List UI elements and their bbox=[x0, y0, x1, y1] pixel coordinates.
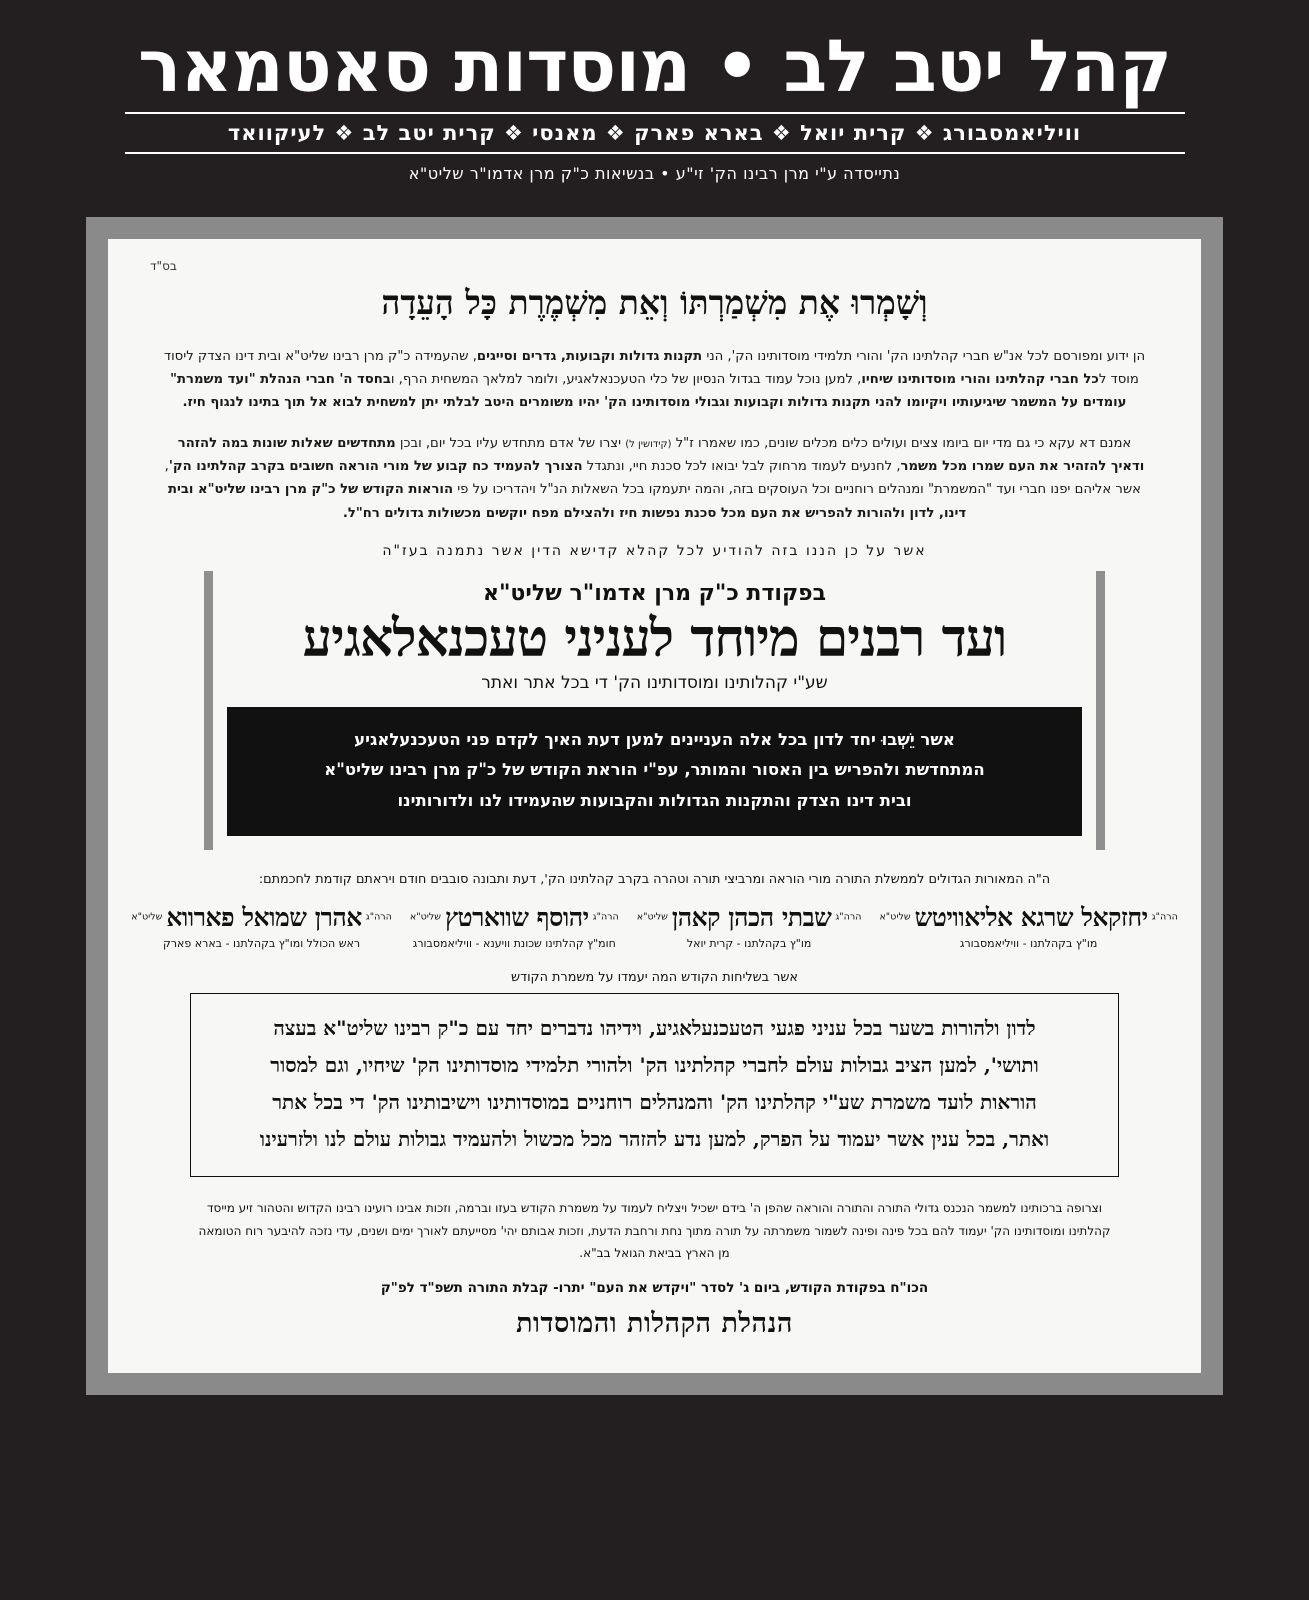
rabbi-suffix: שליט"א bbox=[636, 912, 668, 924]
mission-box bbox=[190, 993, 1119, 1177]
signature-name: הנהלת הקהלות והמוסדות bbox=[516, 1307, 793, 1339]
rabbis-list bbox=[131, 903, 1178, 951]
para2-bold-1: מתחדשים שאלות שונות במה להזהר ודאיך להזהיר את העם שמרו מכל משמר bbox=[177, 436, 1145, 475]
list-item bbox=[637, 903, 862, 950]
masthead-title: קהל יטב לב • מוסדות סאטמאר bbox=[138, 24, 1171, 108]
rabbi-name-row bbox=[410, 903, 619, 933]
vaad-purpose-line-1: אשר יֵשְׁבוּ יחד לדון בכל אלה העניינים למען דעת האיך לקדם פני הטעכנעלאגיע bbox=[354, 729, 955, 749]
bsd-mark: בס"ד bbox=[150, 259, 177, 273]
masthead-divider-bottom bbox=[125, 152, 1185, 154]
rabbis-intro: ה"ה המאורות הגדולים לממשלת התורה מורי הוראה ומרביצי תורה וטהרה בקרב קהלתינו הק', דעת ותבונה סובבים חודם ויראתם קודמת לחכמתם: bbox=[258, 872, 1051, 888]
paragraph-one bbox=[160, 345, 1149, 414]
para2-citation: (קידושין ל) bbox=[625, 439, 672, 451]
masthead bbox=[0, 0, 1309, 195]
para1-mid: , שהעמידה כ"ק מרן רבינו שליט"א ובית דינו הצדק ליסוד מוסד ל bbox=[163, 349, 1139, 388]
para2-bold-2: הצורך להעמיד כח קבוע של מורי הוראה חשובים בקרב קהלתינו הק' bbox=[168, 459, 583, 475]
para2-pre: אמנם דא עקא כי גם מדי יום ביומו צצים ועולים כלים מכלים שונים, כמו שאמרו ז"ל bbox=[671, 436, 1132, 452]
poster-frame bbox=[86, 217, 1223, 1395]
paragraph-two bbox=[160, 432, 1149, 524]
list-item bbox=[410, 903, 619, 950]
rabbi-prefix: הרה"ג bbox=[1151, 912, 1178, 924]
list-item bbox=[879, 903, 1177, 950]
rabbi-suffix: שליט"א bbox=[879, 912, 911, 924]
rabbi-suffix: שליט"א bbox=[131, 912, 163, 924]
para2-mid-3: , אשר אליהם יפנו חברי ועד "המשמרת" ומנהלים רוחניים וכל העוסקים בזה, והמה יתעמקו בכל השאלות הנ"ל ויהדריכו על פי bbox=[164, 459, 1141, 498]
mission-line-2: ותושי', למען הציב גבולות עולם לחברי קהלתינו הק' ולהורי תלמידי מוסדותינו הק' שיחיו, וגם למסור bbox=[270, 1053, 1039, 1078]
para2-mid: יצרו של אדם מתחדש עליו בכל יום, ובכן bbox=[395, 436, 626, 452]
poster-body bbox=[108, 239, 1201, 1373]
rabbi-name: יהוסף שווארטץ bbox=[445, 903, 589, 933]
vaad-authority-line: בפקודת כ"ק מרן אדמו"ר שליט"א bbox=[482, 580, 827, 606]
rabbi-suffix: שליט"א bbox=[409, 912, 441, 924]
para1-bold-1: תקנות גדולות וקבועות, גדרים וסייגים bbox=[476, 349, 703, 364]
rabbi-role: חומ"ץ קהלתינו שכונת וויענא - וויליאמסבורג bbox=[412, 937, 616, 951]
rabbi-name-row bbox=[131, 903, 392, 933]
rabbi-name: יחזקאל שרגא אליאוויטש bbox=[914, 903, 1148, 933]
mission-line-1: לדון ולהורות בשער בכל עניני פגעי הטעכנעלאגיע, וידיהו נדברים יחד עם כ"ק רבינו שליט"א בעצה bbox=[273, 1016, 1036, 1041]
para1-bold-2: כל חברי קהלתינו והורי מוסדותינו שיחיו bbox=[861, 372, 1099, 388]
vaad-announcement-block bbox=[204, 571, 1105, 851]
mission-line-4: ואתר, בכל ענין אשר יעמוד על הפרק, למען נדע להזהר מכל מכשול ולהעמיד גבולות עולם לנו ולזרעינו bbox=[259, 1127, 1050, 1152]
para1-bold-3: בחסד ה' חברי הנהלת "ועד משמרת" עומדים על המשמר שיגיעותיו ויקיומו להני תקנות גדולות וקבועות וגבולי מוסדותינו הק' יהיו משומרים היטב לבלתי יתן למשחית לבוא אל תוך בתינו לנגוף חיז. bbox=[170, 372, 1127, 411]
vaad-subtitle: שע"י קהלותינו ומוסדותינו הק' די בכל אתר ואתר bbox=[481, 672, 828, 693]
masthead-divider-top bbox=[125, 112, 1185, 114]
signature-date: הכו"ח בפקודת הקודש, ביום ג' לסדר "ויקדש את העם" יתרו- קבלת התורה תשפ"ד לפ"ק bbox=[380, 1279, 929, 1296]
closing-blessing: וצרופה ברכותינו למשמר הנכנס גדולי התורה והתורה והוראה שהפן ה' בידם ישכיל ויצליח לעמוד על משמרת הקודש בעזו וברמה, וזכות אבינו רועינו רבינו הקדוש והטהור זיע מייסד קהלתינו ומוסדותינו הק' יעמוד להם בכל פינה ופינה לשמור משמרתה על תורה מתוך נחת ורחבת הדעת, וזכות אבותם יהי' מסייעתם לאורך ימים ושנים, עדי נזכה להיבער רוח הטומאה מן הארץ בביאת הגואל בב"א. bbox=[198, 1201, 1111, 1260]
rabbi-role: מו"ץ בקהלתנו - וויליאמסבורג bbox=[959, 937, 1098, 951]
para1-mid-2: , למען נוכל עמוד בגדול הנסיון של כלי הטעכנאלאגיע, ולומר למלאך המשחית הרף, ו bbox=[390, 372, 862, 388]
rabbi-name-row bbox=[879, 903, 1177, 933]
vaad-purpose-box bbox=[227, 707, 1082, 837]
list-item bbox=[131, 903, 392, 950]
rabbi-prefix: הרה"ג bbox=[592, 912, 619, 924]
para1-pre: הן ידוע ומפורסם לכל אנ"ש חברי קהלתינו הק' והורי תלמידי מוסדותינו הק', הני bbox=[702, 349, 1146, 364]
vaad-purpose-line-3: ובית דינו הצדק והתקנות הגדולות והקבועות שהעמידו לנו ולדורותינו bbox=[397, 790, 912, 810]
mission-intro: אשר בשליחות הקודש המה יעמדו על משמרת הקודש bbox=[511, 970, 798, 986]
rabbi-name: אהרן שמואל פארווא bbox=[166, 903, 362, 933]
para2-bold-3: הוראות הקודש של כ"ק מרן רבינו שליט"א ובית דינו, לדון ולהורות להפריש את העם מכל סכנת נפשות חיז ולהצילם מפח יוקשים מכשולות גדולים רח"ל. bbox=[168, 482, 967, 521]
announcement-lead: אשר על כן הננו בזה להודיע לכל קהלא קדישא הדין אשר נתמנה בעז"ה bbox=[382, 542, 927, 559]
mission-line-3: הוראות לועד משמרת שע"י קהלתינו הק' והמנהלים רוחניים במוסדותינו וישיבותינו הק' די בכל אתר bbox=[272, 1090, 1037, 1115]
masthead-cities: וויליאמסבורג ❖ קרית יואל ❖ בארא פארק ❖ מאנסי ❖ קרית יטב לב ❖ לעיקוואד bbox=[227, 121, 1082, 145]
rabbi-prefix: הרה"ג bbox=[365, 912, 392, 924]
vaad-title: ועד רבנים מיוחד לעניני טעכנאלאגיע bbox=[302, 607, 1007, 669]
rabbi-prefix: הרה"ג bbox=[835, 912, 862, 924]
vaad-purpose-line-2: המתחדשת ולהפריש בין האסור והמותר, עפ"י הוראת הקודש של כ"ק מרן רבינו שליט"א bbox=[324, 760, 985, 780]
masthead-subtitle: נתייסדה ע"י מרן רבינו הק' זי"ע • בנשיאות כ"ק מרן אדמו"ר שליט"א bbox=[408, 164, 901, 183]
rabbi-role: מו"ץ בקהלתנו - קרית יואל bbox=[686, 937, 812, 951]
rabbi-name-row bbox=[637, 903, 862, 933]
rabbi-name: שבתי הכהן קאהן bbox=[671, 903, 832, 933]
para2-mid-2: , לחנעים לעמוד מרחוק לבל יבואו לכל סכנת חיי, ונתגדל bbox=[582, 459, 901, 475]
page-title: וְשָׁמְרוּ אֶת מִשְׁמַרְתּוֹ וְאֵת מִשְׁמֶרֶת כָּל הָעֵדָה bbox=[381, 283, 928, 322]
rabbi-role: ראש הכולל ומו"ץ בקהלתנו - בארא פארק bbox=[163, 937, 361, 951]
